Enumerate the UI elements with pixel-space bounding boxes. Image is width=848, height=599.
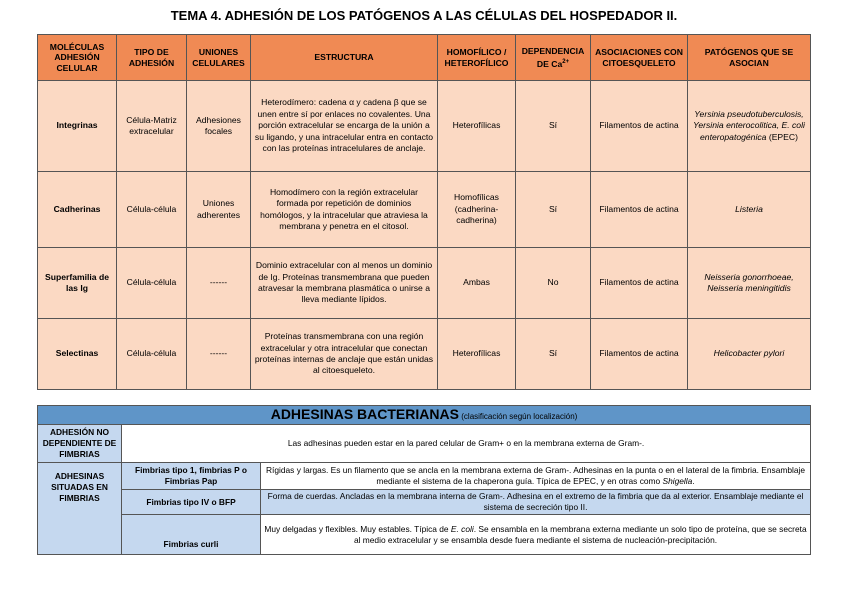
- fimbrial-label: ADHESINAS SITUADAS EN FIMBRIAS: [38, 463, 122, 555]
- cell-calcium: Sí: [516, 81, 591, 172]
- cell-junctions: Uniones adherentes: [187, 172, 251, 248]
- cell-calcium: Sí: [516, 319, 591, 390]
- cell-homo: Heterofílicas: [438, 319, 516, 390]
- cell-molecule: Selectinas: [38, 319, 117, 390]
- bacterial-adhesins-table: [37, 405, 811, 555]
- cell-structure: Dominio extracelular con al menos un dominio de Ig. Proteínas transmembrana que pueden atravesar la membrana plasmática o unirse a lleva mediante lípidos.: [251, 248, 438, 319]
- header-type: TIPO DE ADHESIÓN: [117, 35, 187, 81]
- cell-homo: Heterofílicas: [438, 81, 516, 172]
- cell-type: Célula-Matriz extracelular: [117, 81, 187, 172]
- cell-homo: Ambas: [438, 248, 516, 319]
- cell-type: Célula-célula: [117, 172, 187, 248]
- adhesins-title-cell: [38, 406, 811, 425]
- header-structure: ESTRUCTURA: [251, 35, 438, 81]
- cell-molecule: Superfamilia de las Ig: [38, 248, 117, 319]
- fimbria-name: Fimbrias tipo IV o BFP: [122, 490, 261, 515]
- table-row: [38, 319, 811, 390]
- non-fimbrial-desc: Las adhesinas pueden estar en la pared celular de Gram+ o en la membrana externa de Gram-.: [122, 425, 811, 463]
- cell-structure: Proteínas transmembrana con una región extracelular y otra intracelular que conectan proteínas internas de anclaje que están unidas al citoesqueleto.: [251, 319, 438, 390]
- cell-pathogens: Listeria: [688, 172, 811, 248]
- fimbria-name: Fimbrias tipo 1, fimbrias P o Fimbrias Pap: [122, 463, 261, 490]
- non-fimbrial-label: ADHESIÓN NO DEPENDIENTE DE FIMBRIAS: [38, 425, 122, 463]
- cell-pathogens: Helicobacter pylori: [688, 319, 811, 390]
- cell-pathogens: Yersinia pseudotuberculosis, Yersinia enterocolitica, E. coli enteropatogénica (EPEC): [688, 81, 811, 172]
- fimbria-desc: Rígidas y largas. Es un filamento que se ancla en la membrana externa de Gram-. Adhesinas en la punta o en el lateral de la fimbria. Ensamblaje mediante el sistema de la chaperona guía. Típica de EPEC, y en otras como Shigella.: [261, 463, 811, 490]
- cell-cytoskeleton: Filamentos de actina: [591, 248, 688, 319]
- cell-type: Célula-célula: [117, 319, 187, 390]
- cell-pathogens: Neisseria gonorrhoeae, Neisseria meningitidis: [688, 248, 811, 319]
- cell-junctions: Adhesiones focales: [187, 81, 251, 172]
- cell-cytoskeleton: Filamentos de actina: [591, 319, 688, 390]
- header-junctions: UNIONES CELULARES: [187, 35, 251, 81]
- adhesion-molecules-table: [37, 34, 811, 390]
- cell-cytoskeleton: Filamentos de actina: [591, 172, 688, 248]
- header-homo: HOMOFÍLICO / HETEROFÍLICO: [438, 35, 516, 81]
- page-title: TEMA 4. ADHESIÓN DE LOS PATÓGENOS A LAS CÉLULAS DEL HOSPEDADOR II.: [170, 8, 678, 23]
- table-row: [38, 172, 811, 248]
- fimbrial-row: [38, 490, 811, 515]
- header-molecule: MOLÉCULAS ADHESIÓN CELULAR: [38, 35, 117, 81]
- cell-junctions: ------: [187, 319, 251, 390]
- cell-homo: Homofílicas (cadherina-cadherina): [438, 172, 516, 248]
- cell-molecule: Integrinas: [38, 81, 117, 172]
- fimbria-desc: Muy delgadas y flexibles. Muy estables. Típica de E. coli. Se ensambla en la membrana externa mediante un solo tipo de proteína, que se secreta al medio extracelular y se ensambla desde fuera mediante el sistema de nucleación-precipitación.: [261, 515, 811, 555]
- cell-calcium: No: [516, 248, 591, 319]
- table-row: [38, 248, 811, 319]
- cell-structure: Homodímero con la región extracelular formada por repetición de dominios homólogos, y la intracelular que atraviesa la membrana y penetra en el citosol.: [251, 172, 438, 248]
- cell-calcium: Sí: [516, 172, 591, 248]
- header-cytoskeleton: ASOCIACIONES CON CITOESQUELETO: [591, 35, 688, 81]
- adhesins-title-row: [38, 406, 811, 425]
- non-fimbrial-row: [38, 425, 811, 463]
- cell-cytoskeleton: Filamentos de actina: [591, 81, 688, 172]
- table-row: [38, 81, 811, 172]
- fimbrial-row: [38, 515, 811, 555]
- cell-structure: Heterodímero: cadena α y cadena β que se unen entre sí por enlaces no covalentes. Una porción extracelular se encarga de la unión a su ligando, y una intracelular entra en contacto con las proteínas intracelulares de anclaje.: [251, 81, 438, 172]
- fimbria-desc: Forma de cuerdas. Ancladas en la membrana interna de Gram-. Adhesina en el extremo de la fimbria que da al exterior. Ensamblaje mediante el sistema de secreción tipo II.: [261, 490, 811, 515]
- fimbrial-row: [38, 463, 811, 490]
- cell-type: Célula-célula: [117, 248, 187, 319]
- cell-junctions: ------: [187, 248, 251, 319]
- cell-molecule: Cadherinas: [38, 172, 117, 248]
- header-pathogens: PATÓGENOS QUE SE ASOCIAN: [688, 35, 811, 81]
- table-header-row: [38, 35, 811, 81]
- header-calcium: DEPENDENCIA DE $Ca^{2+}$: [516, 35, 591, 81]
- adhesins-title: ADHESINAS BACTERIANAS: [270, 405, 459, 422]
- fimbria-name: Fimbrias curli: [122, 515, 261, 555]
- adhesins-subtitle: (clasificación según localización): [461, 411, 578, 421]
